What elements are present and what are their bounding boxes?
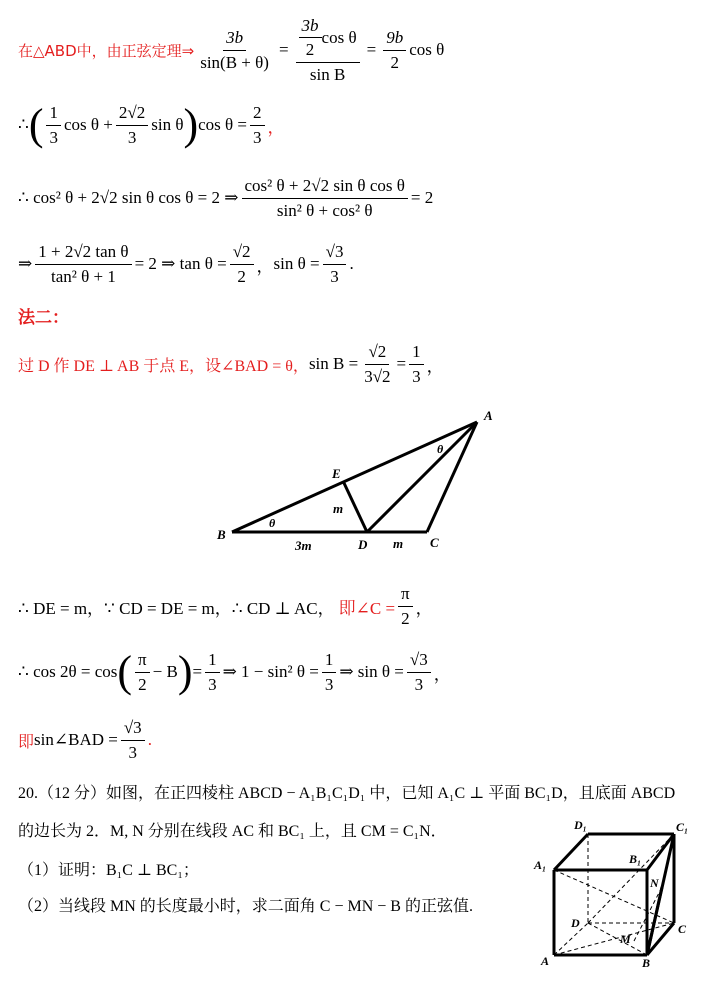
label-N: N — [650, 876, 659, 890]
label-A1: A₁ — [534, 858, 547, 872]
label-E: E — [332, 466, 341, 481]
step1-line: 在△ABD中，由正弦定理⇒ $\frac{3b}{\sin(B + \theta)}$ = $\frac{3b}{2}$ cos θ sin B = $\frac{9b}{2}$ cos θ — [18, 15, 445, 84]
label-D: D — [358, 537, 368, 552]
label-D1: D₁ — [574, 818, 587, 832]
problem20-line1: 20.（12 分）如图，在正四棱柱 ABCD − A₁B₁C₁D₁ 中，已知 A₁C ⊥ 平面 BC₁D，且底面 ABCD — [18, 785, 676, 802]
prism-figure — [528, 815, 698, 967]
label-theta-A: θ — [437, 442, 444, 456]
step8-line: 即 sin∠BAD = $\frac{√3}{3}$ . — [18, 717, 152, 762]
problem20-line2: 的边长为 2．M, N 分别在线段 AC 和 BC₁ 上，且 CM = C₁N． — [18, 823, 447, 840]
label-theta-B: θ — [269, 516, 276, 530]
label-C1: C₁ — [676, 820, 689, 834]
label-C: C — [430, 535, 439, 550]
label-M: M — [620, 932, 631, 946]
step1-lhs-fraction: $\frac{3b}{\sin(B + \theta)}$ — [200, 27, 269, 72]
label-B1: B₁ — [629, 852, 642, 866]
triangle-figure — [205, 405, 505, 555]
step1-rhs-fraction: $\frac{9b}{2}$ — [383, 28, 406, 72]
label-C: C — [678, 922, 687, 936]
label-m-DC: m — [393, 536, 404, 551]
step7-line: ∴ cos 2θ = cos ( $\frac{\pi}{2}$ − B ) = $\frac{1}{3}$ ⇒ 1 − sin² θ = $\frac{1}{3}$ ⇒ sin θ = $\frac{√3}{3}$ ， — [18, 647, 451, 696]
step5-line: 过 D 作 DE ⊥ AB 于点 E，设∠BAD = θ， sin B = $\frac{√2}{3√2}$ = $\frac{1}{3}$ ， — [18, 341, 444, 386]
label-A: A — [484, 408, 493, 423]
label-B: B — [642, 956, 651, 967]
problem20-q2: （2）当线段 MN 的长度最小时，求二面角 C − MN − B 的正弦值. — [18, 898, 473, 915]
problem20-q1: （1）证明：B₁C ⊥ BC₁； — [18, 862, 199, 879]
label-B: B — [217, 527, 226, 542]
step3-line: ∴ cos² θ + 2√2 sin θ cos θ = 2 ⇒ $\frac{\text{cos² θ + 2√2 sin θ cos θ}}{\text{sin² θ + cos² θ}}$ = 2 — [18, 175, 434, 220]
step1-prefix: 在△ABD中，由正弦定理⇒ — [18, 41, 195, 60]
step6-line: ∴ DE = m，∵ CD = DE = m，∴ CD ⊥ AC， 即∠C = $\frac{\pi}{2}$ ， — [18, 583, 433, 628]
step4-line: ⇒ $\frac{\text{1 + 2√2 tan θ}}{\text{tan² θ + 1}}$ = 2 ⇒ tan θ = $\frac{√2}{2}$ ， sin θ = $\frac{√3}{3}$ . — [18, 241, 354, 286]
label-D: D — [571, 916, 580, 930]
step1-mid-fraction: $\frac{3b}{2}$ cos θ sin B — [296, 16, 360, 85]
label-m-ED: m — [333, 501, 344, 516]
label-A: A — [541, 954, 550, 967]
method2-title: 法二： — [18, 308, 69, 328]
label-3m: 3m — [295, 538, 312, 553]
step2-line: ∴ ( $\frac{1}{3}$ cos θ + $\frac{2√2}{3}$ sin θ ) cos θ = $\frac{2}{3}$ ， — [18, 100, 285, 149]
